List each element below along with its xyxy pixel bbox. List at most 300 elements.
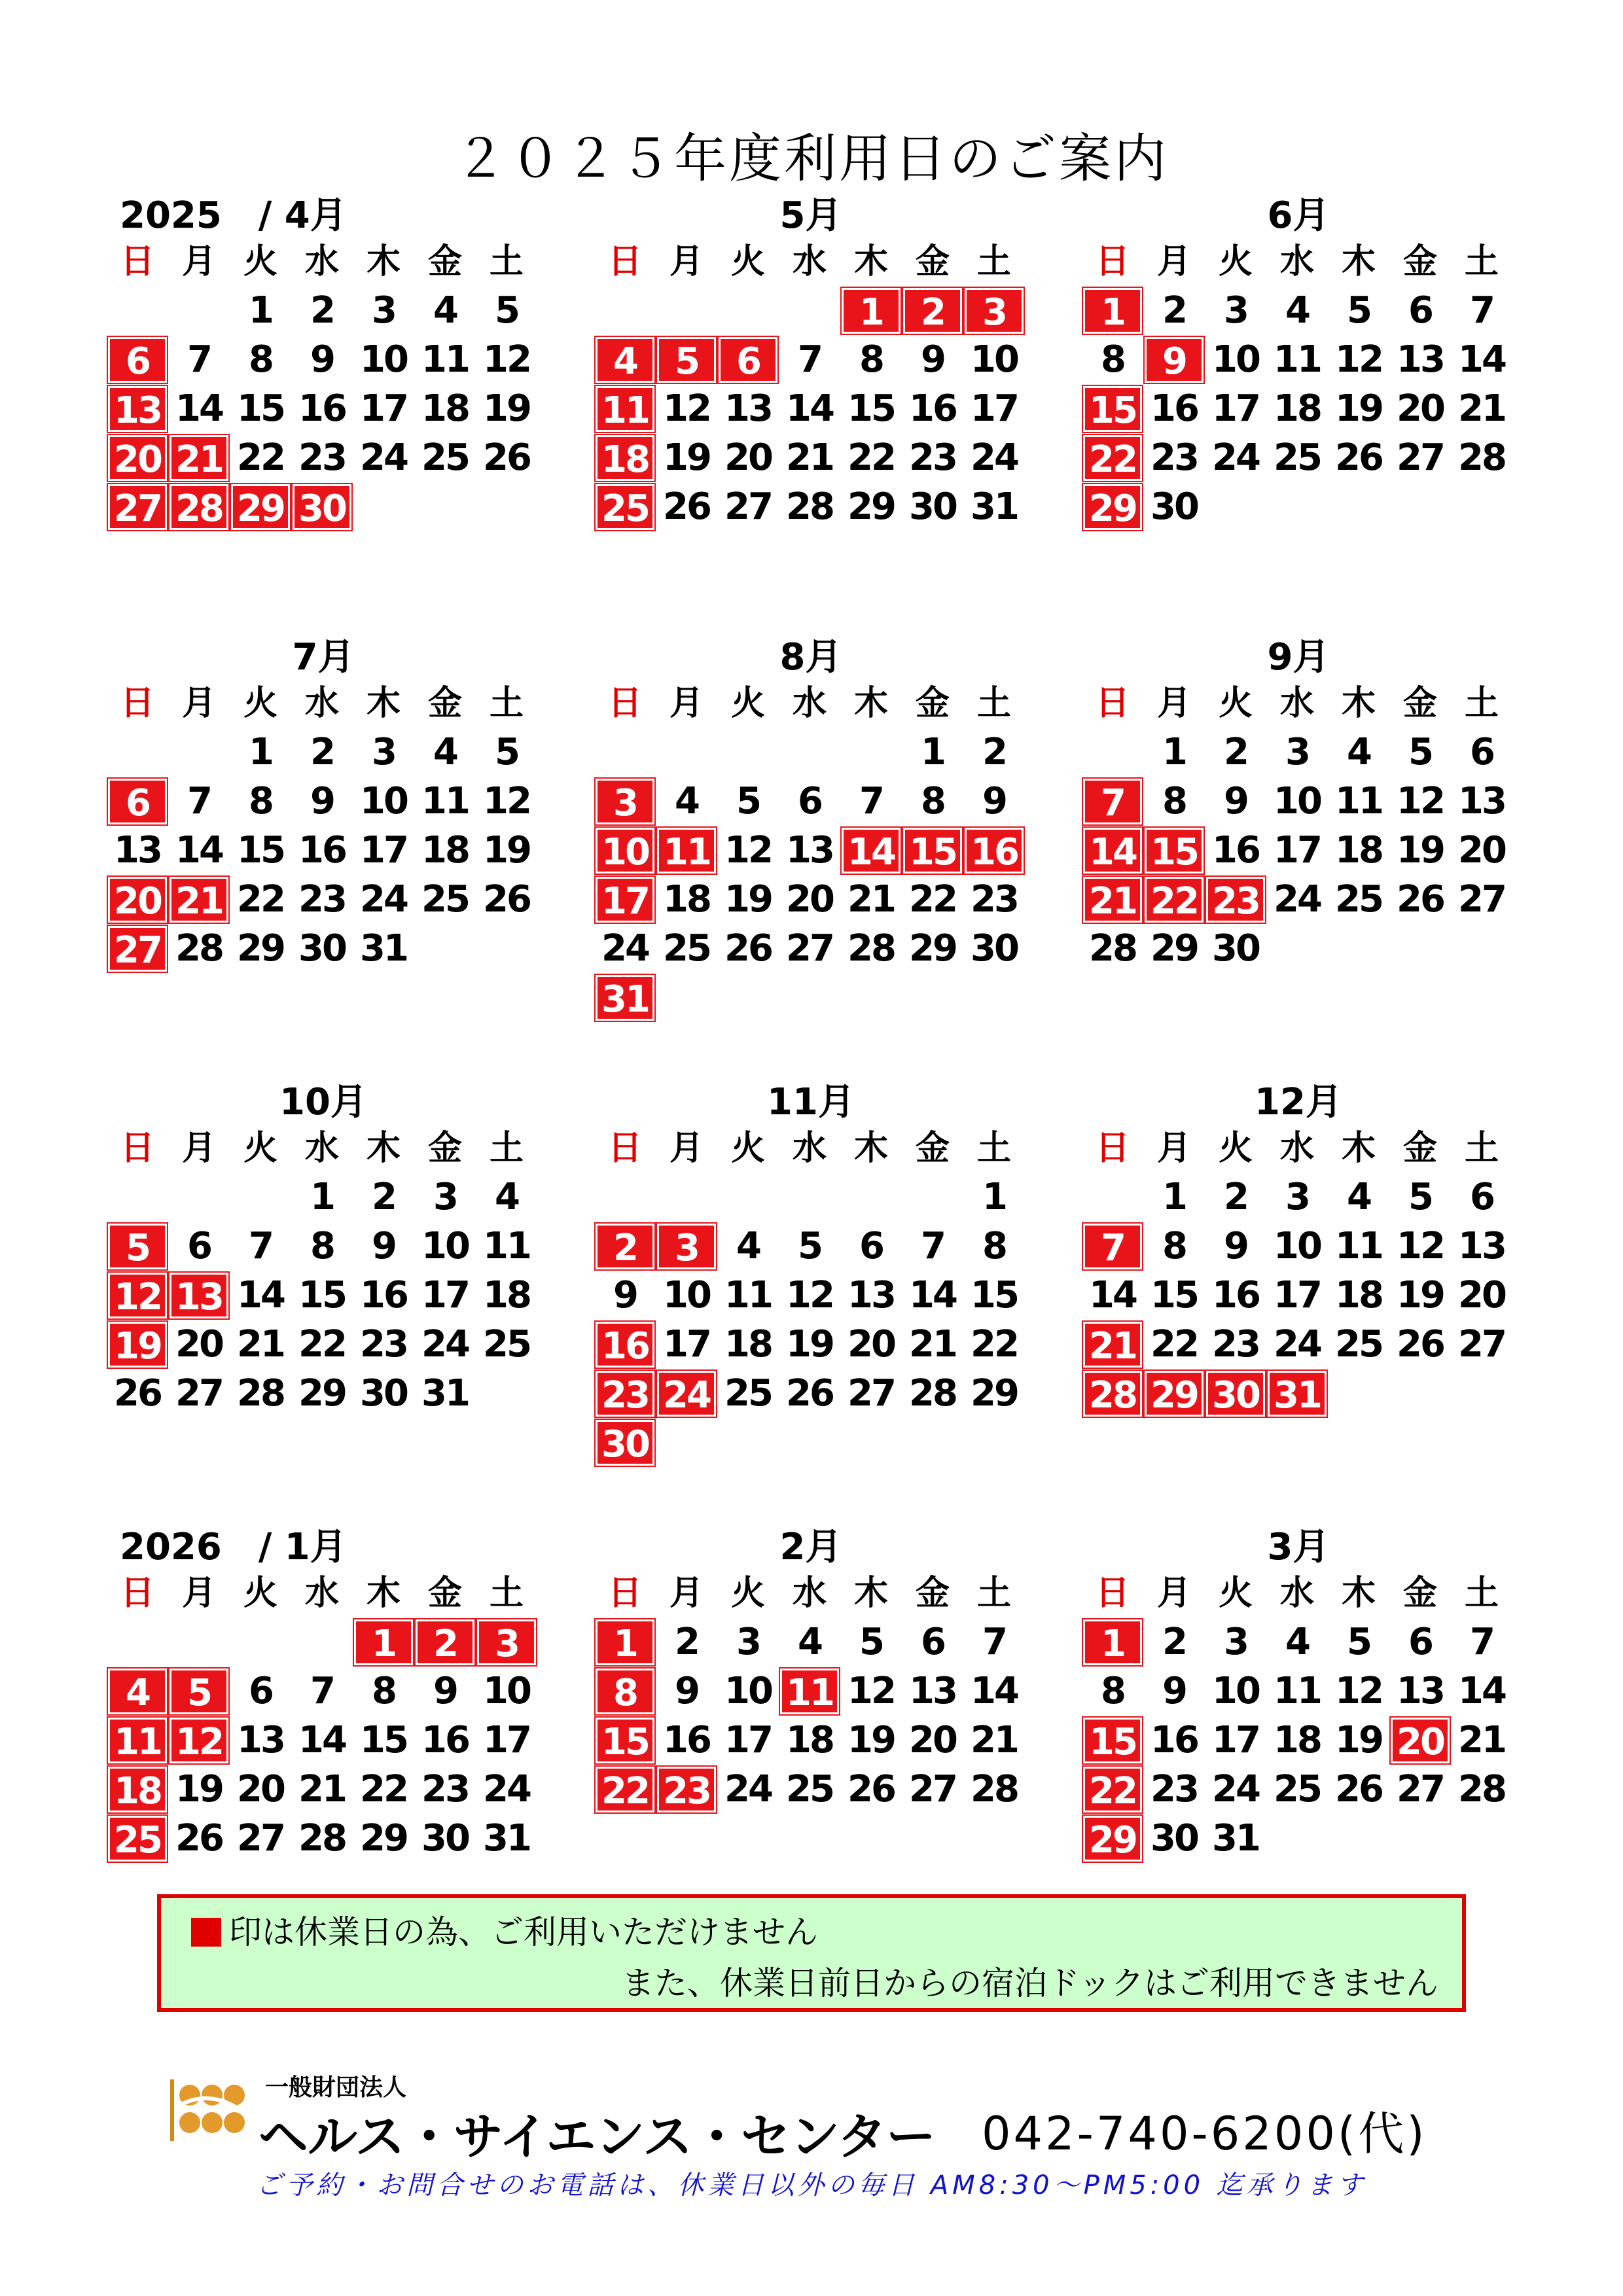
- date-cell: 5: [495, 731, 518, 773]
- date-cell: 17: [421, 1274, 469, 1316]
- weekday-label: 水: [792, 1574, 827, 1613]
- date-cell: 15: [298, 1274, 346, 1316]
- date-cell: 6: [249, 1670, 272, 1712]
- holiday-date-cell: 28: [169, 484, 228, 530]
- date-cell: 4: [1285, 289, 1309, 332]
- date-cell: 29: [237, 927, 284, 970]
- holiday-date-cell: 3: [596, 779, 654, 824]
- date-cell: 16: [298, 387, 346, 430]
- weekday-label: 水: [1279, 1129, 1314, 1168]
- date-cell: 16: [360, 1274, 407, 1316]
- weekday-label: 金: [427, 242, 462, 281]
- weekday-label: 土: [489, 684, 524, 723]
- weekday-label: 水: [1279, 684, 1314, 723]
- weekday-label: 月: [1156, 242, 1191, 281]
- date-cell: 27: [847, 1372, 895, 1415]
- date-cell: 2: [310, 731, 334, 773]
- date-cell: 30: [298, 927, 346, 970]
- date-cell: 23: [909, 436, 956, 479]
- date-cell: 15: [1150, 1274, 1198, 1316]
- weekday-label: 金: [915, 1574, 950, 1613]
- holiday-date-cell: 25: [108, 1816, 167, 1862]
- date-cell: 1: [249, 731, 272, 773]
- date-cell: 9: [1162, 1670, 1186, 1712]
- date-cell: 24: [601, 927, 649, 970]
- weekday-label: 土: [1464, 1129, 1499, 1168]
- holiday-date-cell: 22: [1083, 435, 1142, 481]
- date-cell: 22: [847, 436, 895, 479]
- weekday-label: 日: [1095, 684, 1130, 723]
- date-cell: 27: [786, 927, 833, 970]
- weekday-label: 木: [366, 242, 401, 281]
- holiday-date-cell: 21: [1083, 1322, 1142, 1368]
- holiday-date-cell: 11: [596, 386, 654, 432]
- date-cell: 12: [483, 780, 530, 822]
- date-cell: 28: [175, 927, 223, 970]
- date-cell: 26: [847, 1768, 895, 1810]
- date-cell: 9: [921, 338, 944, 381]
- date-cell: 16: [663, 1719, 710, 1761]
- date-cell: 25: [724, 1372, 772, 1415]
- date-cell: 2: [1224, 731, 1247, 773]
- date-cell: 25: [421, 878, 469, 921]
- date-cell: 25: [1274, 436, 1321, 479]
- weekday-label: 木: [366, 684, 401, 723]
- holiday-date-cell: 18: [596, 435, 654, 481]
- weekday-label: 日: [1095, 242, 1130, 281]
- date-cell: 29: [360, 1817, 407, 1860]
- date-cell: 8: [1101, 338, 1124, 381]
- holiday-date-cell: 12: [169, 1718, 228, 1763]
- holiday-date-cell: 6: [108, 337, 167, 383]
- weekday-label: 土: [489, 1129, 524, 1168]
- holiday-date-cell: 22: [1145, 877, 1204, 923]
- holiday-date-cell: 5: [657, 337, 716, 383]
- date-cell: 19: [175, 1768, 223, 1810]
- date-cell: 18: [1335, 829, 1382, 872]
- holiday-date-cell: 20: [108, 877, 167, 923]
- date-cell: 14: [1458, 338, 1505, 381]
- month-header: 2026 / 1月: [120, 1526, 347, 1568]
- date-cell: 6: [859, 1225, 883, 1267]
- holiday-date-cell: 3: [657, 1224, 716, 1269]
- weekday-label: 日: [1095, 1574, 1130, 1613]
- date-cell: 15: [971, 1274, 1018, 1316]
- weekday-label: 金: [427, 684, 462, 723]
- holiday-date-cell: 16: [965, 828, 1024, 874]
- date-cell: 16: [1150, 1719, 1198, 1761]
- date-cell: 1: [921, 731, 944, 773]
- holiday-date-cell: 23: [1206, 877, 1265, 923]
- date-cell: 12: [847, 1670, 895, 1712]
- notice-line-2: また、休業日前日からの宿泊ドックはご利用できません: [622, 1964, 1438, 2002]
- date-cell: 9: [310, 338, 334, 381]
- date-cell: 24: [1274, 1323, 1321, 1366]
- date-cell: 1: [310, 1176, 334, 1218]
- holiday-date-cell: 18: [108, 1767, 167, 1812]
- date-cell: 21: [298, 1768, 346, 1810]
- date-cell: 15: [237, 829, 284, 872]
- date-cell: 28: [786, 486, 833, 528]
- holiday-legend-swatch: [191, 1918, 221, 1947]
- date-cell: 14: [175, 829, 223, 872]
- holiday-date-cell: 31: [596, 975, 654, 1021]
- weekday-label: 火: [730, 1129, 765, 1168]
- holiday-date-cell: 7: [1083, 779, 1142, 824]
- weekday-label: 土: [1464, 1574, 1499, 1613]
- date-cell: 14: [971, 1670, 1018, 1712]
- weekday-label: 月: [181, 684, 216, 723]
- date-cell: 3: [1224, 1621, 1247, 1663]
- date-cell: 9: [982, 780, 1006, 822]
- holiday-date-cell: 27: [108, 926, 167, 972]
- date-cell: 5: [495, 289, 518, 332]
- date-cell: 9: [675, 1670, 698, 1712]
- date-cell: 24: [971, 436, 1018, 479]
- date-cell: 29: [909, 927, 956, 970]
- weekday-label: 月: [669, 1574, 704, 1613]
- weekday-label: 月: [181, 1129, 216, 1168]
- date-cell: 5: [859, 1621, 883, 1663]
- date-cell: 18: [724, 1323, 772, 1366]
- date-cell: 4: [495, 1176, 518, 1218]
- date-cell: 17: [483, 1719, 530, 1761]
- date-cell: 4: [433, 289, 457, 332]
- holiday-date-cell: 27: [108, 484, 167, 530]
- date-cell: 31: [1212, 1817, 1259, 1860]
- date-cell: 14: [786, 387, 833, 430]
- date-cell: 11: [724, 1274, 772, 1316]
- date-cell: 30: [909, 486, 956, 528]
- date-cell: 19: [1335, 1719, 1382, 1761]
- date-cell: 18: [786, 1719, 833, 1761]
- weekday-label: 日: [120, 1574, 154, 1613]
- date-cell: 2: [1162, 289, 1186, 332]
- weekday-label: 土: [1464, 242, 1499, 281]
- date-cell: 12: [483, 338, 530, 381]
- date-cell: 20: [1458, 829, 1505, 872]
- weekday-label: 水: [1279, 242, 1314, 281]
- date-cell: 15: [360, 1719, 407, 1761]
- date-cell: 1: [1162, 1176, 1186, 1218]
- date-cell: 26: [1397, 1323, 1444, 1366]
- date-cell: 23: [421, 1768, 469, 1810]
- date-cell: 10: [1212, 338, 1259, 381]
- date-cell: 26: [724, 927, 772, 970]
- date-cell: 20: [847, 1323, 895, 1366]
- weekday-label: 水: [792, 684, 827, 723]
- date-cell: 13: [786, 829, 833, 872]
- date-cell: 30: [421, 1817, 469, 1860]
- holiday-date-cell: 15: [596, 1718, 654, 1763]
- weekday-label: 金: [427, 1129, 462, 1168]
- date-cell: 5: [1347, 1621, 1370, 1663]
- holiday-date-cell: 11: [780, 1669, 839, 1714]
- date-cell: 26: [483, 878, 530, 921]
- holiday-date-cell: 2: [903, 288, 962, 334]
- date-cell: 22: [360, 1768, 407, 1810]
- date-cell: 17: [360, 387, 407, 430]
- date-cell: 30: [1212, 927, 1259, 970]
- date-cell: 27: [1397, 1768, 1444, 1810]
- date-cell: 28: [1458, 1768, 1505, 1810]
- date-cell: 4: [433, 731, 457, 773]
- weekday-label: 火: [1218, 1129, 1253, 1168]
- weekday-label: 火: [730, 684, 765, 723]
- date-cell: 26: [1335, 1768, 1382, 1810]
- date-cell: 9: [372, 1225, 395, 1267]
- date-cell: 16: [1212, 829, 1259, 872]
- weekday-label: 日: [607, 1129, 642, 1168]
- date-cell: 17: [724, 1719, 772, 1761]
- date-cell: 5: [798, 1225, 821, 1267]
- date-cell: 30: [360, 1372, 407, 1415]
- date-cell: 26: [175, 1817, 223, 1860]
- date-cell: 14: [1458, 1670, 1505, 1712]
- date-cell: 21: [786, 436, 833, 479]
- weekday-label: 土: [1464, 684, 1499, 723]
- date-cell: 15: [237, 387, 284, 430]
- holiday-date-cell: 17: [596, 877, 654, 923]
- date-cell: 17: [1274, 1274, 1321, 1316]
- holiday-date-cell: 21: [169, 435, 228, 481]
- holiday-date-cell: 5: [108, 1224, 167, 1269]
- weekday-label: 日: [120, 242, 154, 281]
- month-header: 2月: [779, 1526, 842, 1568]
- date-cell: 27: [724, 486, 772, 528]
- date-cell: 7: [1470, 289, 1493, 332]
- weekday-label: 水: [1279, 1574, 1314, 1613]
- weekday-label: 土: [976, 1129, 1011, 1168]
- holiday-date-cell: 22: [596, 1767, 654, 1812]
- date-cell: 25: [663, 927, 710, 970]
- date-cell: 27: [175, 1372, 223, 1415]
- date-cell: 19: [1335, 387, 1382, 430]
- date-cell: 24: [483, 1768, 530, 1810]
- date-cell: 21: [847, 878, 895, 921]
- date-cell: 13: [1397, 1670, 1444, 1712]
- weekday-label: 月: [1156, 684, 1191, 723]
- holiday-date-cell: 2: [596, 1224, 654, 1269]
- date-cell: 11: [483, 1225, 530, 1267]
- month-header: 6月: [1267, 194, 1330, 237]
- month-header: 8月: [779, 636, 842, 679]
- date-cell: 23: [298, 436, 346, 479]
- weekday-label: 月: [669, 684, 704, 723]
- date-cell: 9: [1224, 1225, 1247, 1267]
- weekday-label: 水: [304, 1574, 339, 1613]
- date-cell: 8: [859, 338, 883, 381]
- date-cell: 22: [909, 878, 956, 921]
- date-cell: 10: [971, 338, 1018, 381]
- date-cell: 4: [1347, 731, 1370, 773]
- reservation-hours-note: ご予約・お問合せのお電話は、休業日以外の毎日 AM8:30～PM5:00 迄承ります: [256, 2170, 1367, 2200]
- holiday-date-cell: 14: [1083, 828, 1142, 874]
- date-cell: 20: [237, 1768, 284, 1810]
- holiday-date-cell: 21: [169, 877, 228, 923]
- date-cell: 6: [1470, 1176, 1493, 1218]
- date-cell: 20: [909, 1719, 956, 1761]
- date-cell: 25: [1274, 1768, 1321, 1810]
- date-cell: 2: [675, 1621, 698, 1663]
- date-cell: 3: [372, 731, 395, 773]
- holiday-date-cell: 4: [596, 337, 654, 383]
- holiday-date-cell: 1: [1083, 288, 1142, 334]
- date-cell: 2: [1162, 1621, 1186, 1663]
- date-cell: 27: [1458, 878, 1505, 921]
- date-cell: 19: [847, 1719, 895, 1761]
- date-cell: 8: [1101, 1670, 1124, 1712]
- date-cell: 8: [372, 1670, 395, 1712]
- date-cell: 10: [360, 338, 407, 381]
- page-title: ２０２５年度利用日のご案内: [454, 128, 1169, 189]
- holiday-date-cell: 29: [1145, 1371, 1204, 1417]
- date-cell: 7: [187, 780, 211, 822]
- weekday-label: 土: [976, 684, 1011, 723]
- weekday-label: 木: [1341, 1574, 1376, 1613]
- date-cell: 7: [798, 338, 821, 381]
- date-cell: 24: [1212, 436, 1259, 479]
- date-cell: 13: [724, 387, 772, 430]
- month-header: 2025 / 4月: [120, 194, 347, 237]
- weekday-label: 土: [489, 242, 524, 281]
- date-cell: 2: [982, 731, 1006, 773]
- date-cell: 18: [1274, 387, 1321, 430]
- date-cell: 10: [1274, 1225, 1321, 1267]
- date-cell: 19: [663, 436, 710, 479]
- weekday-label: 日: [607, 242, 642, 281]
- holiday-date-cell: 28: [1083, 1371, 1142, 1417]
- holiday-date-cell: 9: [1145, 337, 1204, 383]
- date-cell: 8: [1162, 780, 1186, 822]
- date-cell: 9: [310, 780, 334, 822]
- date-cell: 16: [421, 1719, 469, 1761]
- holiday-date-cell: 15: [1083, 386, 1142, 432]
- holiday-date-cell: 1: [1083, 1619, 1142, 1665]
- holiday-date-cell: 29: [1083, 484, 1142, 530]
- date-cell: 22: [237, 878, 284, 921]
- date-cell: 12: [1397, 780, 1444, 822]
- date-cell: 24: [1212, 1768, 1259, 1810]
- date-cell: 3: [433, 1176, 457, 1218]
- date-cell: 14: [1089, 1274, 1136, 1316]
- date-cell: 8: [982, 1225, 1006, 1267]
- weekday-label: 木: [1341, 242, 1376, 281]
- date-cell: 24: [1274, 878, 1321, 921]
- date-cell: 25: [421, 436, 469, 479]
- holiday-date-cell: 7: [1083, 1224, 1142, 1269]
- date-cell: 19: [1397, 1274, 1444, 1316]
- date-cell: 25: [1335, 878, 1382, 921]
- date-cell: 8: [921, 780, 944, 822]
- date-cell: 7: [1470, 1621, 1493, 1663]
- weekday-label: 木: [1341, 1129, 1376, 1168]
- weekday-label: 月: [1156, 1574, 1191, 1613]
- weekday-label: 月: [181, 1574, 216, 1613]
- date-cell: 17: [663, 1323, 710, 1366]
- weekday-label: 火: [243, 1129, 277, 1168]
- date-cell: 18: [663, 878, 710, 921]
- holiday-date-cell: 1: [354, 1619, 413, 1665]
- holiday-date-cell: 29: [1083, 1816, 1142, 1862]
- date-cell: 25: [786, 1768, 833, 1810]
- date-cell: 10: [663, 1274, 710, 1316]
- holiday-date-cell: 1: [596, 1619, 654, 1665]
- date-cell: 8: [310, 1225, 334, 1267]
- organization-type: 一般財団法人: [265, 2074, 407, 2101]
- holiday-date-cell: 11: [108, 1718, 167, 1763]
- date-cell: 10: [1212, 1670, 1259, 1712]
- date-cell: 8: [249, 338, 272, 381]
- weekday-label: 月: [181, 242, 216, 281]
- date-cell: 21: [237, 1323, 284, 1366]
- organization-logo-icon: [170, 2074, 249, 2146]
- date-cell: 18: [1335, 1274, 1382, 1316]
- weekday-label: 土: [489, 1574, 524, 1613]
- date-cell: 6: [921, 1621, 944, 1663]
- date-cell: 27: [909, 1768, 956, 1810]
- holiday-date-cell: 5: [169, 1669, 228, 1714]
- holiday-date-cell: 20: [1391, 1718, 1450, 1763]
- date-cell: 22: [237, 436, 284, 479]
- weekday-label: 火: [1218, 684, 1253, 723]
- holiday-date-cell: 12: [108, 1273, 167, 1318]
- date-cell: 4: [1347, 1176, 1370, 1218]
- date-cell: 6: [1408, 289, 1432, 332]
- weekday-label: 金: [1402, 242, 1437, 281]
- date-cell: 28: [237, 1372, 284, 1415]
- date-cell: 29: [1150, 927, 1198, 970]
- holiday-date-cell: 13: [169, 1273, 228, 1318]
- month-header: 12月: [1255, 1081, 1342, 1123]
- holiday-date-cell: 23: [657, 1767, 716, 1812]
- weekday-label: 金: [1402, 1574, 1437, 1613]
- weekday-label: 火: [730, 242, 765, 281]
- date-cell: 26: [1397, 878, 1444, 921]
- date-cell: 1: [1162, 731, 1186, 773]
- holiday-date-cell: 22: [1083, 1767, 1142, 1812]
- date-cell: 12: [663, 387, 710, 430]
- date-cell: 25: [1335, 1323, 1382, 1366]
- month-header: 11月: [767, 1081, 855, 1123]
- holiday-date-cell: 8: [596, 1669, 654, 1714]
- date-cell: 11: [421, 780, 469, 822]
- date-cell: 24: [421, 1323, 469, 1366]
- date-cell: 10: [483, 1670, 530, 1712]
- holiday-date-cell: 10: [596, 828, 654, 874]
- date-cell: 12: [1335, 1670, 1382, 1712]
- date-cell: 18: [421, 829, 469, 872]
- weekday-label: 金: [1402, 684, 1437, 723]
- date-cell: 31: [421, 1372, 469, 1415]
- date-cell: 2: [1224, 1176, 1247, 1218]
- holiday-date-cell: 3: [965, 288, 1024, 334]
- date-cell: 22: [298, 1323, 346, 1366]
- date-cell: 7: [249, 1225, 272, 1267]
- holiday-date-cell: 24: [657, 1371, 716, 1417]
- date-cell: 29: [971, 1372, 1018, 1415]
- date-cell: 27: [1397, 436, 1444, 479]
- weekday-label: 木: [366, 1574, 401, 1613]
- date-cell: 27: [1458, 1323, 1505, 1366]
- date-cell: 28: [847, 927, 895, 970]
- weekday-label: 金: [915, 242, 950, 281]
- date-cell: 4: [1285, 1621, 1309, 1663]
- date-cell: 10: [421, 1225, 469, 1267]
- weekday-label: 木: [1341, 684, 1376, 723]
- date-cell: 30: [1150, 1817, 1198, 1860]
- date-cell: 20: [1458, 1274, 1505, 1316]
